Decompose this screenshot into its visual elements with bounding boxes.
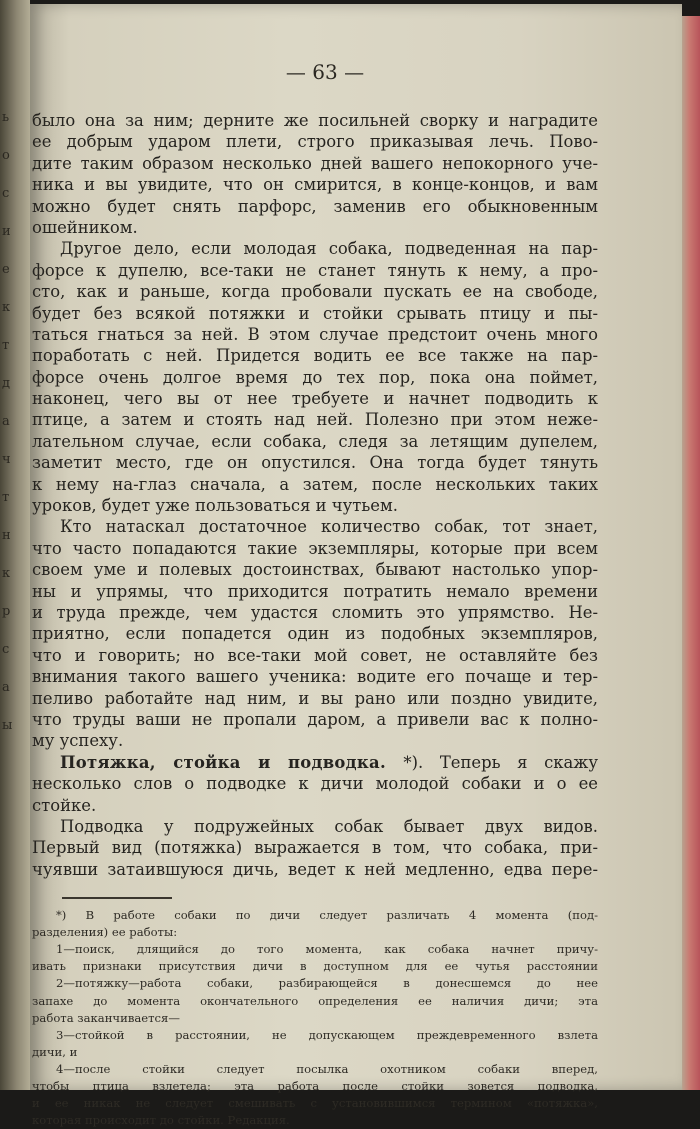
footnote-line: дичи, и <box>32 1044 78 1059</box>
facing-page-fragment: к <box>2 300 12 315</box>
facing-page-fragment: а <box>2 680 11 695</box>
text-line: можно будет снять парфорс, заменив его обыкновенным <box>32 196 598 216</box>
facing-page-fragment: т <box>2 338 11 353</box>
facing-page-fragment: с <box>2 186 11 201</box>
text-line: что часто попадаются такие экземпляры, которые при всем <box>32 538 598 558</box>
footnote-line: и ее никак не следует смешивать с установившимся термином «потяжка», <box>32 1096 598 1111</box>
footnote-line: 4—после стойки следует посылка охотником собаки вперед, <box>56 1061 598 1076</box>
text-line: Другое дело, если молодая собака, подведенная на пар- <box>60 239 598 259</box>
footnote-line: запахе до момента окончательного определения ее наличия дичи; эта <box>32 993 598 1008</box>
facing-page-fragment: с <box>2 642 11 657</box>
footnote-line: *) В работе собаки по дичи следует различать 4 момента (под- <box>56 908 598 923</box>
page-number: — 63 — <box>285 60 365 84</box>
text-line: птице, а затем и стоять над ней. Полезно при этом неже- <box>32 410 598 430</box>
footnote-line: 2—потяжку—работа собаки, разбирающейся в донесшемся до нее <box>56 976 598 991</box>
text-line: ника и вы увидите, что он смирится, в конце-концов, и вам <box>32 175 598 195</box>
facing-page-fragment: д <box>2 376 12 391</box>
text-line: таться гнаться за ней. В этом случае предстоит очень много <box>32 324 598 344</box>
footnote-rule <box>62 897 172 899</box>
page-stack-edge <box>682 16 700 1090</box>
section-heading: Потяжка, стойка и подводка. <box>60 752 404 772</box>
text-line: Подводка у подружейных собак бывает двух видов. <box>60 816 598 836</box>
text-line: поработать с ней. Придется водить ее все также на пар- <box>32 346 598 366</box>
footnote <box>32 907 598 1129</box>
text-line: было она за ним; дерните же посильней сворку и наградите <box>32 111 598 130</box>
facing-page-fragment: н <box>2 528 12 543</box>
text-line: ее добрым ударом плети, строго приказывая лечь. Пово- <box>32 132 598 152</box>
book-page <box>30 4 682 1128</box>
text-line: уроков, будет уже пользоваться и чутьем. <box>32 496 398 516</box>
footnote-line: 1—поиск, длящийся до того момента, как собака начнет причу- <box>56 942 598 957</box>
text-line: внимания такого вашего ученика: водите его почаще и тер- <box>32 667 598 687</box>
facing-page-fragment: а <box>2 414 11 429</box>
footnote-line: чтобы птица взлетела; эта работа после стойки зовется подводка, <box>32 1079 598 1093</box>
text-line: ны и упрямы, что приходится потратить немало времени <box>32 581 598 601</box>
footnote-line: работа заканчивается— <box>32 1010 180 1025</box>
text-line: будет без всякой потяжки и стойки срывать птицу и пы- <box>32 303 598 323</box>
text-line: чуявши затаившуюся дичь, ведет к ней медленно, едва пере- <box>32 859 598 879</box>
text-line: Первый вид (потяжка) выражается в том, что собака, при- <box>32 838 598 858</box>
facing-page-fragment: ы <box>2 718 14 733</box>
facing-page-fragment: ь <box>2 110 11 125</box>
text-line: Кто натаскал достаточное количество собак, тот знает, <box>60 517 598 537</box>
text-line: что и говорить; но все-таки мой совет, не оставляйте без <box>32 645 598 665</box>
facing-page-fragment: т <box>2 490 11 505</box>
body-text <box>32 110 598 1129</box>
text-line: дите таким образом несколько дней вашего непокорного уче- <box>32 153 598 173</box>
text-line: что труды ваши не пропали даром, а привели вас к полно- <box>32 709 598 729</box>
facing-page-fragment: е <box>2 262 11 277</box>
text-line: заметит место, где он опустился. Она тогда будет тянуть <box>32 453 598 473</box>
text-line: и труда прежде, чем удастся сломить это упрямство. Не- <box>32 602 598 622</box>
text-line: форсе очень долгое время до тех пор, пока она поймет, <box>32 367 598 387</box>
text-line: своем уме и полевых достоинствах, бывают настолько упор- <box>32 560 598 580</box>
facing-page-fragment: р <box>2 604 12 619</box>
facing-page-fragment: о <box>2 148 11 163</box>
text-line: форсе к дупелю, все-таки не станет тянуть к нему, а про- <box>32 260 598 280</box>
facing-page-edge <box>0 0 30 1090</box>
text-line: приятно, если попадется один из подобных экземпляров, <box>32 624 598 644</box>
text-line: лательном случае, если собака, следя за летящим дупелем, <box>32 431 598 451</box>
text-line: пеливо работайте над ним, и вы рано или поздно увидите, <box>32 688 598 708</box>
facing-page-fragment: и <box>2 224 12 239</box>
facing-page-fragment: к <box>2 566 12 581</box>
footnote-line: разделения) ее работы: <box>32 925 178 940</box>
facing-page-fragment: ч <box>2 452 12 467</box>
text-line <box>32 752 598 773</box>
text-span: *). Теперь я скажу <box>403 752 598 772</box>
text-line: ошейником. <box>32 217 138 237</box>
footnote-line: 3—стойкой в расстоянии, не допускающем преждевременного взлета <box>56 1027 598 1042</box>
footnote-line: ивать признаки присутствия дичи в доступном для ее чутья расстоянии <box>32 959 598 974</box>
text-line: наконец, чего вы от нее требуете и начнет подводить к <box>32 389 598 409</box>
text-line: сто, как и раньше, когда пробовали пускать ее на свободе, <box>32 282 598 302</box>
text-line: несколько слов о подводке к дичи молодой собаки и о ее <box>32 774 598 794</box>
text-line: стойке. <box>32 795 97 815</box>
text-line: му успеху. <box>32 731 124 751</box>
text-line: к нему на-глаз сначала, а затем, после нескольких таких <box>32 474 598 494</box>
footnote-line: которая происходит до стойки. Редакция. <box>32 1113 290 1128</box>
